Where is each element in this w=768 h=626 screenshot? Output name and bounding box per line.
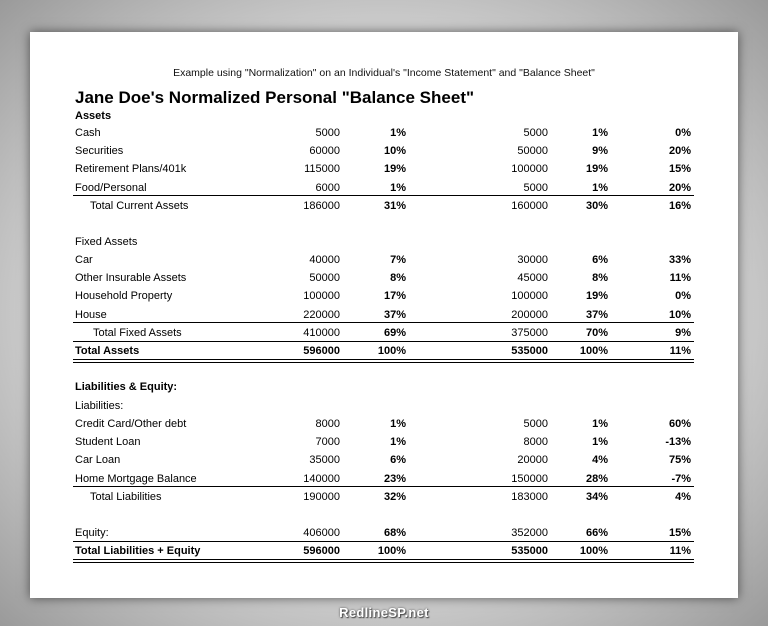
percent-prior: 1% bbox=[592, 127, 608, 139]
value-prior: 50000 bbox=[517, 145, 548, 158]
percent-change: -13% bbox=[665, 436, 691, 449]
value-current: 6000 bbox=[315, 181, 340, 194]
percent-prior: 100% bbox=[579, 345, 608, 357]
value-prior: 375000 bbox=[511, 327, 548, 339]
row-label: Student Loan bbox=[75, 436, 141, 449]
fixed-assets-header: Fixed Assets bbox=[75, 236, 138, 248]
percent-current: 6% bbox=[390, 454, 406, 467]
percent-change: 20% bbox=[668, 145, 691, 158]
percent-current: 31% bbox=[383, 200, 406, 212]
row-label: Car Loan bbox=[75, 454, 121, 467]
percent-prior: 4% bbox=[592, 454, 608, 467]
percent-current: 8% bbox=[390, 272, 406, 285]
table-row bbox=[75, 471, 693, 487]
value-prior: 8000 bbox=[523, 436, 548, 449]
value-current: 220000 bbox=[303, 308, 340, 321]
value-current: 596000 bbox=[303, 345, 340, 357]
value-prior: 150000 bbox=[511, 472, 548, 485]
percent-current: 17% bbox=[383, 290, 406, 303]
divider bbox=[73, 195, 694, 196]
row-label: Home Mortgage Balance bbox=[75, 472, 197, 485]
row-label: House bbox=[75, 308, 107, 321]
row-label: Credit Card/Other debt bbox=[75, 418, 187, 430]
percent-prior: 9% bbox=[592, 145, 608, 158]
row-label: Retirement Plans/401k bbox=[75, 163, 187, 176]
percent-prior: 70% bbox=[585, 327, 608, 339]
row-label: Total Liabilities + Equity bbox=[75, 545, 201, 557]
value-current: 186000 bbox=[303, 200, 340, 212]
value-prior: 160000 bbox=[511, 200, 548, 212]
percent-prior: 19% bbox=[585, 163, 608, 176]
percent-current: 23% bbox=[383, 472, 406, 485]
percent-current: 7% bbox=[390, 254, 406, 266]
percent-change: 11% bbox=[669, 345, 691, 357]
value-current: 50000 bbox=[309, 272, 340, 285]
percent-prior: 34% bbox=[585, 491, 608, 503]
table-row bbox=[75, 288, 693, 304]
percent-change: 11% bbox=[669, 272, 691, 285]
percent-current: 1% bbox=[390, 127, 406, 139]
value-prior: 5000 bbox=[523, 181, 548, 194]
divider bbox=[73, 341, 694, 342]
percent-current: 1% bbox=[390, 436, 406, 449]
caption: Example using "Normalization" on an Individual's "Income Statement" and "Balance Sheet" bbox=[173, 67, 595, 79]
table-row bbox=[75, 434, 693, 450]
row-label: Securities bbox=[75, 145, 124, 158]
fixed-assets-header-row bbox=[75, 234, 693, 250]
row-label: Equity: bbox=[75, 527, 109, 539]
percent-change: 60% bbox=[668, 418, 691, 430]
table-row bbox=[75, 416, 693, 432]
value-current: 190000 bbox=[303, 491, 340, 503]
value-prior: 5000 bbox=[523, 418, 548, 430]
percent-change: 15% bbox=[668, 527, 691, 539]
percent-change: 33% bbox=[668, 254, 691, 266]
percent-change: 9% bbox=[675, 327, 691, 339]
table-row bbox=[75, 452, 693, 468]
table-row bbox=[75, 125, 693, 141]
total-liabilities-row bbox=[75, 489, 693, 505]
page-title: Jane Doe's Normalized Personal "Balance Sheet" bbox=[75, 88, 475, 107]
value-current: 406000 bbox=[303, 527, 340, 539]
row-label: Other Insurable Assets bbox=[75, 272, 187, 285]
percent-prior: 19% bbox=[585, 290, 608, 303]
percent-change: 16% bbox=[668, 200, 691, 212]
percent-change: 0% bbox=[675, 127, 691, 139]
balance-sheet-page bbox=[30, 32, 738, 598]
row-label: Total Assets bbox=[75, 345, 140, 357]
percent-current: 19% bbox=[383, 163, 406, 176]
percent-prior: 100% bbox=[579, 545, 608, 557]
divider bbox=[73, 541, 694, 542]
liabilities-header: Liabilities: bbox=[75, 400, 124, 412]
percent-change: 10% bbox=[668, 308, 691, 321]
percent-current: 100% bbox=[377, 345, 406, 357]
percent-prior: 28% bbox=[585, 472, 608, 485]
liabilities-header-row bbox=[75, 398, 693, 414]
value-prior: 100000 bbox=[511, 290, 548, 303]
total-assets-row bbox=[75, 343, 693, 359]
percent-prior: 1% bbox=[592, 181, 608, 194]
percent-change: 20% bbox=[668, 181, 691, 194]
liab-equity-header-row bbox=[75, 379, 693, 395]
divider bbox=[73, 322, 694, 323]
row-label: Total Current Assets bbox=[90, 200, 189, 212]
percent-change: 11% bbox=[669, 545, 691, 557]
assets-header-row bbox=[75, 108, 693, 124]
percent-prior: 1% bbox=[592, 436, 608, 449]
value-current: 40000 bbox=[309, 254, 340, 266]
table-row bbox=[75, 143, 693, 159]
value-prior: 200000 bbox=[511, 308, 548, 321]
divider bbox=[73, 486, 694, 487]
total-fixed-assets-row bbox=[75, 325, 693, 341]
row-label: Food/Personal bbox=[75, 181, 147, 194]
percent-current: 1% bbox=[390, 181, 406, 194]
row-label: Total Liabilities bbox=[90, 491, 162, 503]
assets-header: Assets bbox=[75, 110, 112, 122]
value-current: 115000 bbox=[304, 163, 340, 176]
value-current: 410000 bbox=[303, 327, 340, 339]
percent-current: 1% bbox=[390, 418, 406, 430]
double-divider bbox=[73, 359, 694, 363]
percent-prior: 8% bbox=[592, 272, 608, 285]
percent-prior: 1% bbox=[592, 418, 608, 430]
percent-current: 10% bbox=[383, 145, 406, 158]
value-prior: 5000 bbox=[523, 127, 548, 139]
table-row bbox=[75, 307, 693, 323]
row-label: Total Fixed Assets bbox=[93, 327, 182, 339]
row-label: Car bbox=[75, 254, 93, 266]
watermark: RedlineSP.net bbox=[339, 605, 429, 620]
percent-current: 100% bbox=[377, 545, 406, 557]
value-current: 100000 bbox=[303, 290, 340, 303]
percent-change: 75% bbox=[668, 454, 691, 467]
percent-current: 37% bbox=[383, 308, 406, 321]
row-label: Cash bbox=[75, 127, 101, 139]
value-prior: 20000 bbox=[517, 454, 548, 467]
row-label: Household Property bbox=[75, 290, 173, 303]
total-liab-equity-row bbox=[75, 543, 693, 559]
percent-current: 68% bbox=[383, 527, 406, 539]
value-current: 140000 bbox=[303, 472, 340, 485]
table-row bbox=[75, 161, 693, 177]
value-current: 7000 bbox=[315, 436, 340, 449]
value-current: 8000 bbox=[315, 418, 340, 430]
value-prior: 100000 bbox=[511, 163, 548, 176]
value-prior: 45000 bbox=[517, 272, 548, 285]
table-row bbox=[75, 180, 693, 196]
percent-change: 4% bbox=[675, 491, 691, 503]
value-current: 5000 bbox=[315, 127, 340, 139]
value-prior: 535000 bbox=[511, 345, 548, 357]
percent-prior: 30% bbox=[585, 200, 608, 212]
percent-prior: 66% bbox=[585, 527, 608, 539]
double-divider bbox=[73, 559, 694, 563]
value-prior: 30000 bbox=[517, 254, 548, 266]
percent-change: -7% bbox=[671, 472, 691, 485]
percent-change: 0% bbox=[675, 290, 691, 303]
percent-change: 15% bbox=[668, 163, 691, 176]
table-row bbox=[75, 270, 693, 286]
percent-prior: 37% bbox=[585, 308, 608, 321]
value-current: 60000 bbox=[309, 145, 340, 158]
total-current-assets-row bbox=[75, 198, 693, 214]
value-prior: 183000 bbox=[511, 491, 548, 503]
percent-current: 32% bbox=[383, 491, 406, 503]
liab-equity-header: Liabilities & Equity: bbox=[75, 381, 178, 393]
value-prior: 535000 bbox=[511, 545, 548, 557]
table-row bbox=[75, 252, 693, 268]
percent-prior: 6% bbox=[592, 254, 608, 266]
equity-row bbox=[75, 525, 693, 541]
value-current: 35000 bbox=[309, 454, 340, 467]
value-current: 596000 bbox=[303, 545, 340, 557]
value-prior: 352000 bbox=[511, 527, 548, 539]
percent-current: 69% bbox=[383, 327, 406, 339]
